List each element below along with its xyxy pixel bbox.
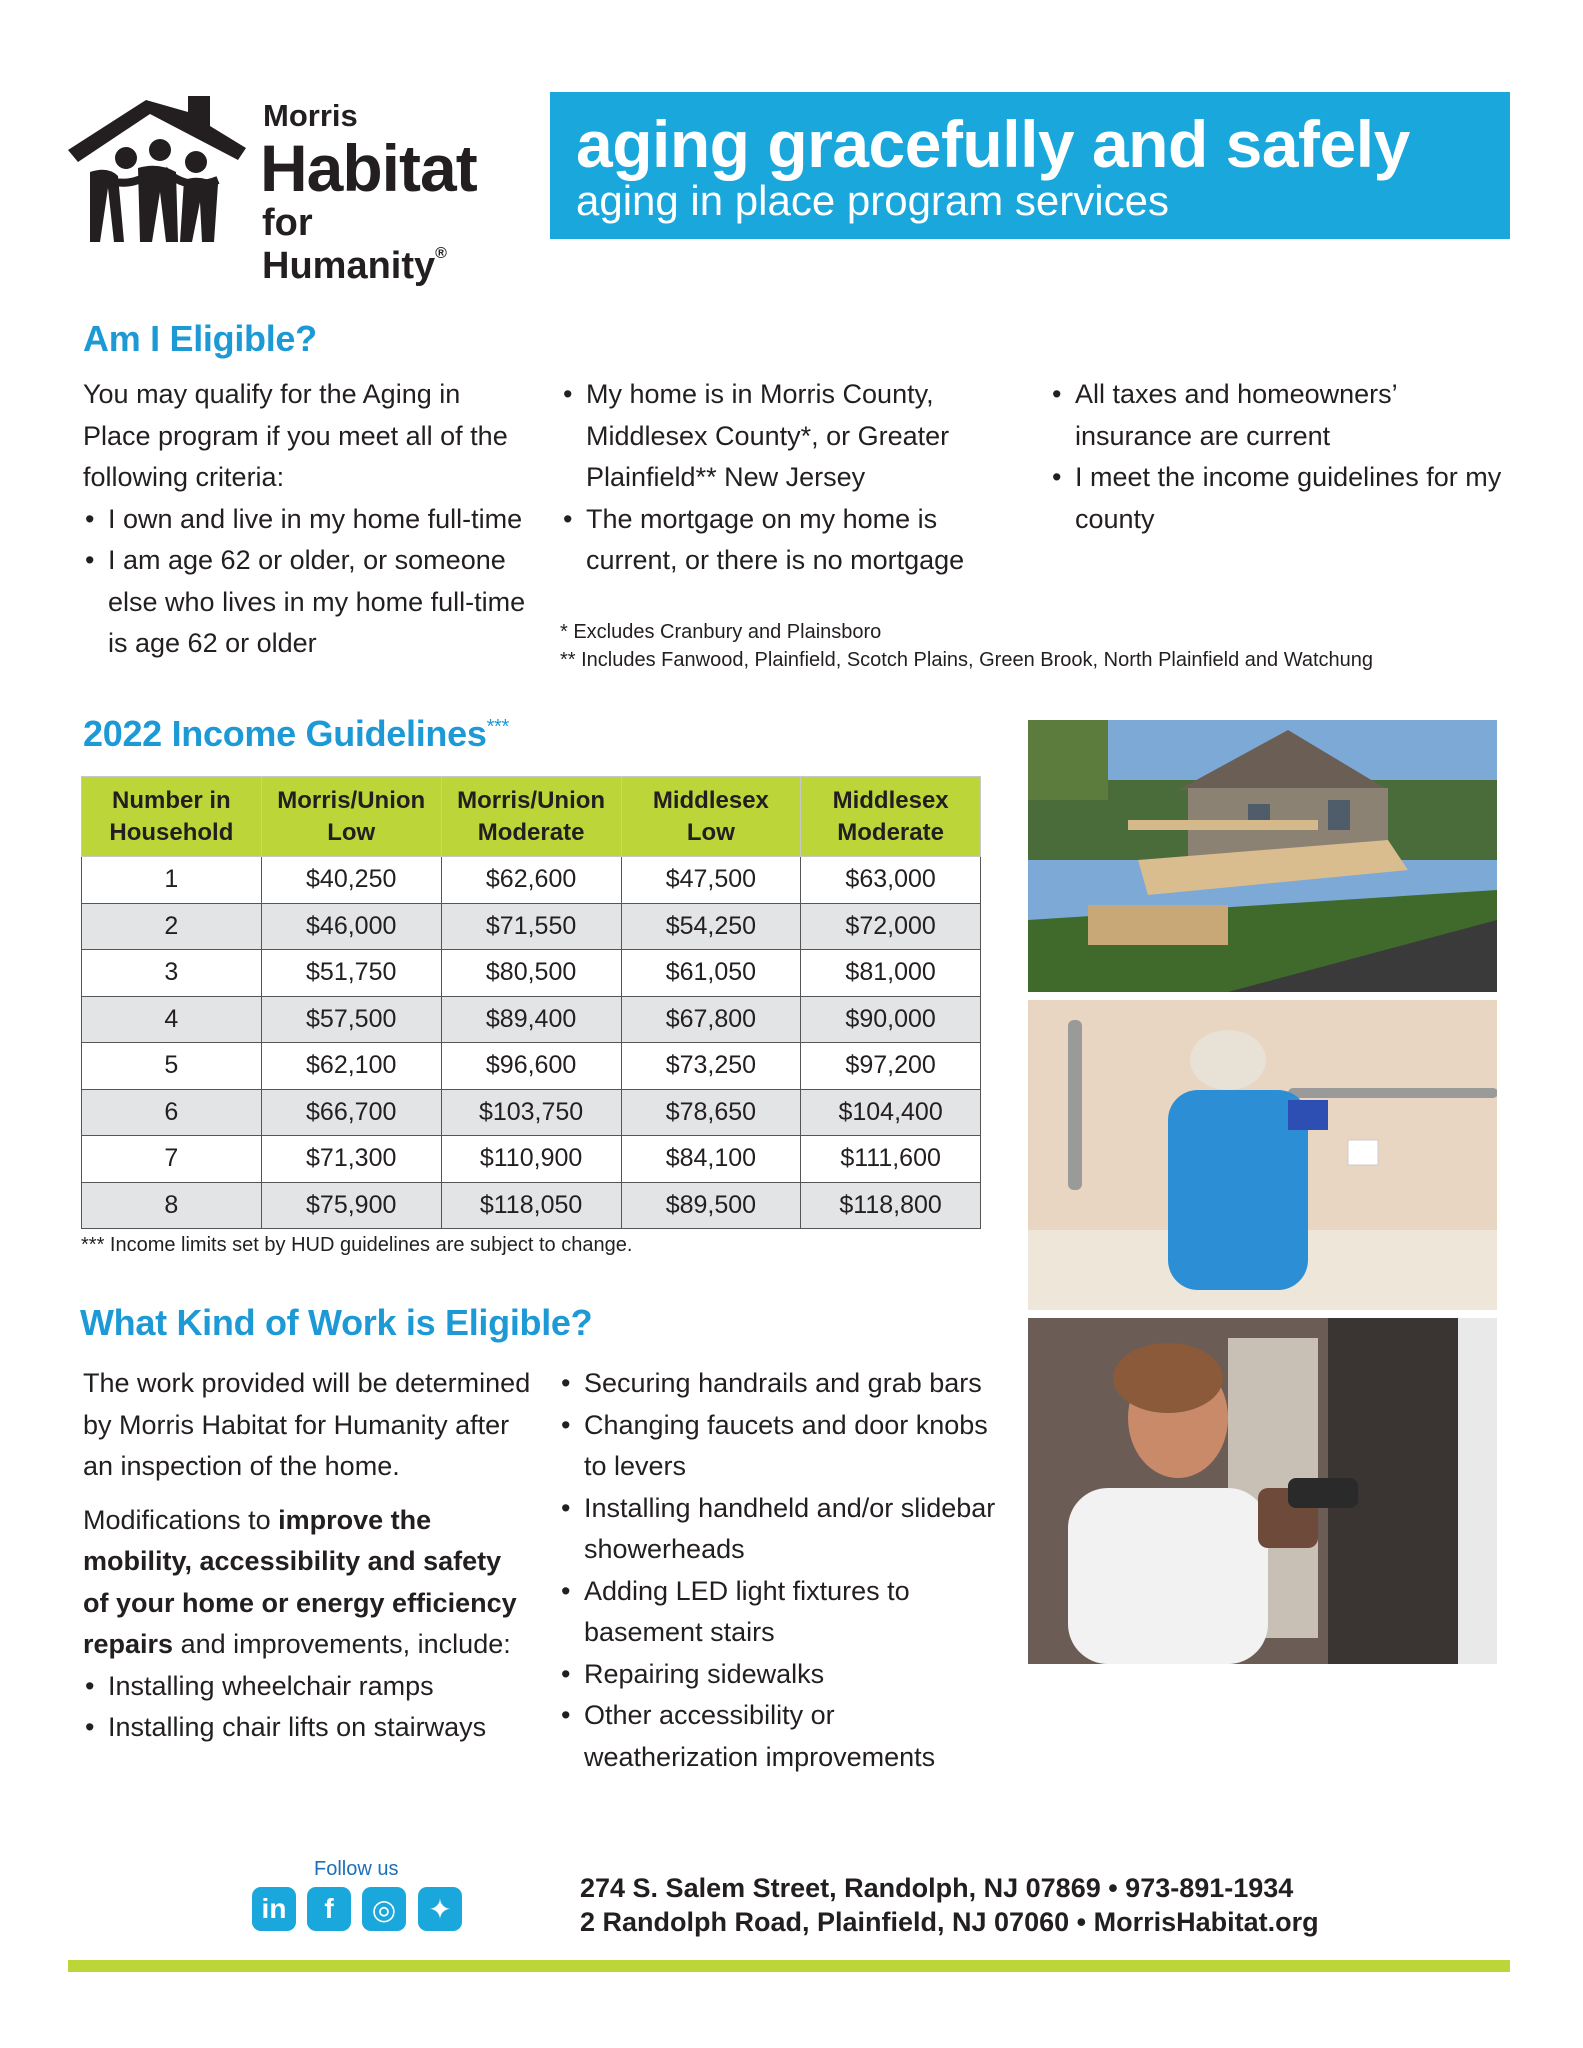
table-cell: $62,600 bbox=[441, 857, 621, 904]
table-cell: $61,050 bbox=[621, 950, 801, 997]
work-item-line: basement stairs bbox=[584, 1617, 775, 1647]
follow-us-label: Follow us bbox=[314, 1858, 399, 1880]
table-cell: $47,500 bbox=[621, 857, 801, 904]
table-row bbox=[82, 1182, 981, 1229]
criteria-line: • The mortgage on my home is bbox=[586, 503, 938, 534]
page-subtitle: aging in place program services bbox=[576, 177, 1169, 225]
work-item-line: • Adding LED light fixtures to bbox=[584, 1575, 910, 1606]
criteria-line: • My home is in Morris County, bbox=[586, 379, 934, 409]
work-item-line: showerheads bbox=[584, 1534, 745, 1564]
photo-volunteer-drilling bbox=[1028, 1318, 1497, 1664]
criteria-line: is age 62 or older bbox=[108, 628, 317, 658]
criteria-item bbox=[561, 499, 1021, 582]
criteria-line: else who lives in my home full-time bbox=[108, 586, 526, 617]
work-item-line: • Changing faucets and door knobs bbox=[584, 1409, 988, 1440]
column-header bbox=[621, 777, 801, 857]
criteria-line: Plainfield** New Jersey bbox=[586, 462, 866, 492]
table-cell: 7 bbox=[82, 1136, 262, 1183]
work-item bbox=[559, 1488, 1019, 1571]
work-list-2 bbox=[559, 1363, 1019, 1778]
morris-habitat-logo bbox=[68, 92, 508, 287]
modifications-text: and improvements, include: bbox=[173, 1629, 511, 1659]
criteria-item bbox=[561, 374, 1021, 499]
volunteer-photo-illustration bbox=[1028, 1318, 1497, 1664]
table-cell: $73,250 bbox=[621, 1043, 801, 1090]
modifications-line bbox=[83, 1541, 573, 1583]
work-item bbox=[559, 1363, 1019, 1405]
modifications-bold: repairs bbox=[83, 1629, 174, 1659]
eligibility-heading: Am I Eligible? bbox=[83, 318, 317, 359]
work-item bbox=[83, 1707, 573, 1749]
criteria-item bbox=[1050, 374, 1510, 457]
eligibility-column-3 bbox=[1050, 374, 1510, 540]
table-cell: $78,650 bbox=[621, 1089, 801, 1136]
work-column-1 bbox=[83, 1363, 573, 1749]
table-cell: $97,200 bbox=[801, 1043, 981, 1090]
table-cell: $75,900 bbox=[261, 1182, 441, 1229]
modifications-bold: improve the bbox=[278, 1504, 432, 1535]
linkedin-icon[interactable]: in bbox=[252, 1887, 296, 1931]
modifications-text: Modifications to bbox=[83, 1504, 279, 1535]
table-cell: $63,000 bbox=[801, 857, 981, 904]
income-guidelines-table bbox=[81, 776, 981, 1229]
work-intro-line: an inspection of the home. bbox=[83, 1451, 400, 1481]
header-line: Household bbox=[109, 818, 234, 846]
work-intro-line: by Morris Habitat for Humanity after bbox=[83, 1409, 510, 1440]
criteria-line: current, or there is no mortgage bbox=[586, 545, 965, 575]
column-header bbox=[82, 777, 262, 857]
intro-line: Place program if you meet all of the bbox=[83, 420, 508, 451]
table-cell: $84,100 bbox=[621, 1136, 801, 1183]
table-cell: $118,050 bbox=[441, 1182, 621, 1229]
work-item-line: • Installing handheld and/or slidebar bbox=[584, 1492, 996, 1523]
twitter-icon[interactable]: ✦ bbox=[418, 1887, 462, 1931]
work-list-1 bbox=[83, 1666, 573, 1749]
table-cell: 8 bbox=[82, 1182, 262, 1229]
table-cell: $111,600 bbox=[801, 1136, 981, 1183]
table-cell: 1 bbox=[82, 857, 262, 904]
table-cell: $72,000 bbox=[801, 903, 981, 950]
table-header-row bbox=[82, 777, 981, 857]
eligibility-footnotes bbox=[560, 618, 1373, 674]
header-line: Moderate bbox=[837, 818, 944, 846]
work-item bbox=[83, 1666, 573, 1708]
instagram-icon[interactable]: ◎ bbox=[362, 1887, 406, 1931]
table-row bbox=[82, 950, 981, 997]
footnote-includes: ** Includes Fanwood, Plainfield, Scotch Plains, Green Brook, North Plainfield and Watchung bbox=[560, 649, 1374, 671]
table-cell: $118,800 bbox=[801, 1182, 981, 1229]
table-row bbox=[82, 1136, 981, 1183]
header-line: Number in bbox=[112, 786, 231, 814]
work-item-line: • Other accessibility or bbox=[584, 1700, 835, 1730]
work-item-line: to levers bbox=[584, 1451, 687, 1481]
table-cell: $71,550 bbox=[441, 903, 621, 950]
table-cell: $46,000 bbox=[261, 903, 441, 950]
table-cell: 5 bbox=[82, 1043, 262, 1090]
eligibility-column-2 bbox=[561, 374, 1021, 582]
table-cell: 6 bbox=[82, 1089, 262, 1136]
table-cell: $89,400 bbox=[441, 996, 621, 1043]
table-cell: $57,500 bbox=[261, 996, 441, 1043]
ramp-photo-illustration bbox=[1028, 720, 1497, 992]
column-header bbox=[441, 777, 621, 857]
table-cell: $81,000 bbox=[801, 950, 981, 997]
table-cell: 4 bbox=[82, 996, 262, 1043]
work-modifications bbox=[83, 1500, 573, 1666]
criteria-item bbox=[83, 540, 563, 665]
table-cell: $103,750 bbox=[441, 1089, 621, 1136]
work-intro bbox=[83, 1363, 573, 1488]
eligibility-column-1 bbox=[83, 374, 563, 665]
table-row bbox=[82, 1089, 981, 1136]
modifications-line bbox=[83, 1500, 573, 1542]
eligibility-criteria-list-1 bbox=[83, 499, 563, 665]
work-item-line: • Repairing sidewalks bbox=[584, 1658, 825, 1689]
photo-grab-bar-installation bbox=[1028, 1000, 1497, 1310]
work-item bbox=[559, 1654, 1019, 1696]
header-line: Middlesex bbox=[652, 786, 769, 814]
table-cell: $104,400 bbox=[801, 1089, 981, 1136]
header-line: Low bbox=[327, 818, 376, 846]
table-row bbox=[82, 1043, 981, 1090]
header-line: Middlesex bbox=[832, 786, 949, 814]
column-header bbox=[261, 777, 441, 857]
criteria-line: insurance are current bbox=[1075, 420, 1331, 451]
table-cell: $67,800 bbox=[621, 996, 801, 1043]
photo-wheelchair-ramp bbox=[1028, 720, 1497, 992]
header-banner bbox=[550, 92, 1510, 239]
table-row bbox=[82, 903, 981, 950]
facebook-icon[interactable]: f bbox=[307, 1887, 351, 1931]
work-item bbox=[559, 1405, 1019, 1488]
eligibility-criteria-list-3 bbox=[1050, 374, 1510, 540]
address-randolph: 274 S. Salem Street, Randolph, NJ 07869 • 973-891-1934 bbox=[580, 1873, 1294, 1903]
table-cell: $90,000 bbox=[801, 996, 981, 1043]
table-row bbox=[82, 996, 981, 1043]
criteria-line: • I meet the income guidelines for my bbox=[1075, 462, 1502, 492]
table-cell: 2 bbox=[82, 903, 262, 950]
work-item bbox=[559, 1571, 1019, 1654]
modifications-line bbox=[83, 1583, 573, 1625]
income-heading-mark: *** bbox=[486, 716, 510, 738]
header-line: Moderate bbox=[477, 818, 585, 846]
work-heading: What Kind of Work is Eligible? bbox=[80, 1302, 593, 1343]
logo-line-humanity bbox=[262, 202, 508, 288]
table-cell: $62,100 bbox=[261, 1043, 441, 1090]
work-item-line: • Installing chair lifts on stairways bbox=[108, 1712, 487, 1742]
criteria-line: • I am age 62 or older, or someone bbox=[108, 545, 506, 575]
work-item-line: • Securing handrails and grab bars bbox=[584, 1368, 982, 1398]
header-line: Morris/Union bbox=[277, 786, 426, 814]
criteria-line: Middlesex County*, or Greater bbox=[586, 420, 950, 451]
criteria-line: • I own and live in my home full-time bbox=[108, 503, 523, 534]
criteria-item bbox=[83, 499, 563, 541]
table-cell: $66,700 bbox=[261, 1089, 441, 1136]
table-cell: $51,750 bbox=[261, 950, 441, 997]
header-line: Morris/Union bbox=[457, 786, 606, 814]
criteria-line: county bbox=[1075, 503, 1155, 534]
modifications-bold: of your home or energy efficiency bbox=[83, 1587, 517, 1618]
income-heading bbox=[83, 713, 509, 755]
table-cell: $89,500 bbox=[621, 1182, 801, 1229]
criteria-line: • All taxes and homeowners’ bbox=[1075, 379, 1398, 409]
work-item bbox=[559, 1695, 1019, 1778]
logo-humanity-text: for Humanity bbox=[262, 202, 436, 287]
income-heading-text: 2022 Income Guidelines bbox=[83, 713, 487, 754]
grab-bar-photo-illustration bbox=[1028, 1000, 1497, 1310]
registered-mark: ® bbox=[435, 245, 447, 262]
income-table-note: *** Income limits set by HUD guidelines are subject to change. bbox=[81, 1234, 633, 1256]
work-item-line: • Installing wheelchair ramps bbox=[108, 1670, 434, 1701]
table-cell: $40,250 bbox=[261, 857, 441, 904]
intro-line: following criteria: bbox=[83, 462, 285, 492]
intro-line: You may qualify for the Aging in bbox=[83, 379, 461, 409]
work-item-line: weatherization improvements bbox=[584, 1741, 936, 1772]
table-cell: $96,600 bbox=[441, 1043, 621, 1090]
eligibility-intro bbox=[83, 374, 563, 499]
criteria-item bbox=[1050, 457, 1510, 540]
logo-line-morris: Morris bbox=[263, 98, 358, 133]
footnote-excludes: * Excludes Cranbury and Plainsboro bbox=[560, 621, 882, 643]
column-header bbox=[801, 777, 981, 857]
address-plainfield: 2 Randolph Road, Plainfield, NJ 07060 • MorrisHabitat.org bbox=[580, 1907, 1319, 1937]
work-intro-line: The work provided will be determined bbox=[83, 1368, 531, 1398]
modifications-bold: mobility, accessibility and safety bbox=[83, 1546, 502, 1576]
footer-divider bbox=[68, 1960, 1510, 1972]
modifications-line bbox=[83, 1624, 573, 1666]
table-cell: 3 bbox=[82, 950, 262, 997]
work-column-2 bbox=[559, 1363, 1019, 1778]
table-cell: $71,300 bbox=[261, 1136, 441, 1183]
header-line: Low bbox=[686, 818, 735, 846]
habitat-house-icon bbox=[68, 92, 248, 252]
table-cell: $110,900 bbox=[441, 1136, 621, 1183]
table-cell: $80,500 bbox=[441, 950, 621, 997]
table-row bbox=[82, 857, 981, 904]
page-title: aging gracefully and safely bbox=[576, 107, 1410, 181]
logo-line-habitat: Habitat bbox=[260, 131, 477, 205]
table-cell: $54,250 bbox=[621, 903, 801, 950]
eligibility-criteria-list-2 bbox=[561, 374, 1021, 582]
